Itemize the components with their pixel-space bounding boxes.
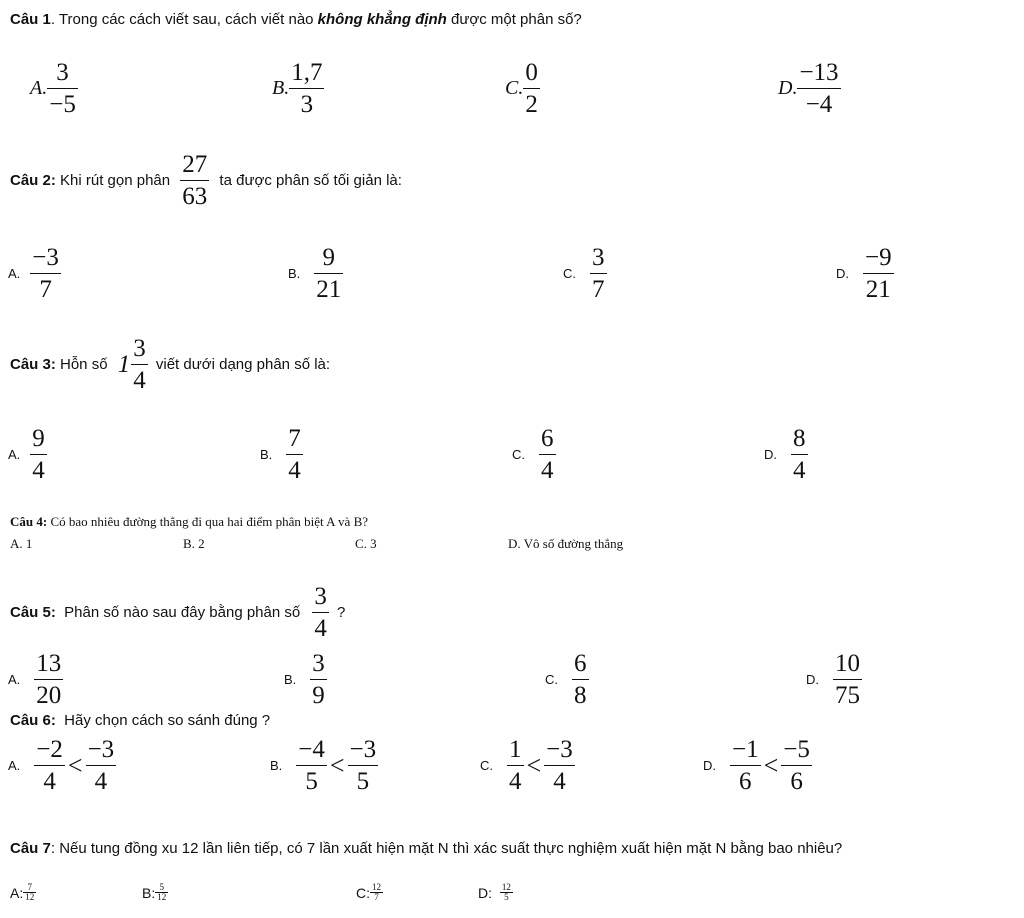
- q2-option-c[interactable]: [563, 245, 607, 302]
- q3-option-b-num: 7: [288, 425, 301, 452]
- q6-option-d-label: D.: [703, 758, 716, 773]
- q6-option-b-right-den: 5: [356, 768, 370, 795]
- q6-option-a-left-num: −2: [36, 736, 63, 763]
- q3-option-d-fraction: [791, 426, 808, 483]
- q1-option-b[interactable]: [272, 60, 324, 117]
- question-5-text-a: Phân số nào sau đây bằng phân số: [55, 604, 305, 621]
- question-5: [10, 584, 345, 641]
- q2-option-a-num: −3: [32, 244, 59, 271]
- q6-option-d-left-fraction: [730, 737, 761, 794]
- q3-option-d[interactable]: [764, 426, 808, 483]
- question-2-frac-den: 63: [182, 183, 208, 210]
- q7-option-c-label: C:: [356, 884, 370, 901]
- question-3-prefix: Câu 3:: [10, 356, 56, 373]
- q1-option-d-fraction: [797, 60, 840, 117]
- question-5-text-b: ?: [332, 604, 346, 621]
- q2-option-c-den: 7: [592, 276, 605, 303]
- q1-option-a[interactable]: [30, 60, 78, 117]
- q4-option-d[interactable]: D. Vô số đường thẳng: [508, 536, 624, 551]
- q5-option-b-num: 3: [312, 650, 325, 677]
- q1-option-c-num: 0: [525, 59, 538, 86]
- question-5-fraction: [312, 584, 329, 641]
- q6-option-a-left-den: 4: [43, 768, 56, 795]
- q7-option-c-num: 12: [372, 882, 381, 892]
- q1-option-c[interactable]: [505, 60, 540, 117]
- q7-option-a-den: 12: [25, 892, 35, 902]
- q3-option-d-label: D.: [764, 447, 777, 462]
- q1-option-c-fraction: [523, 60, 540, 117]
- q7-option-a-num: 7: [27, 882, 32, 892]
- q7-option-c-den: 7: [374, 892, 379, 902]
- q7-option-c-fraction: [370, 883, 383, 902]
- question-3-mixed-number: [118, 336, 148, 393]
- q2-option-b-den: 21: [316, 276, 342, 303]
- question-2-text-b: ta được phân số tối giản là:: [215, 172, 402, 189]
- q7-option-b-label: B:: [142, 884, 156, 901]
- question-7-prefix: Câu 7: [10, 840, 51, 857]
- q6-option-c-right-num: −3: [546, 736, 573, 763]
- q5-option-b-den: 9: [312, 682, 325, 709]
- q5-option-b-fraction: [310, 651, 327, 708]
- q1-option-d-num: −13: [799, 59, 839, 86]
- q6-option-b[interactable]: [270, 737, 378, 794]
- q1-option-d[interactable]: [778, 60, 841, 117]
- q1-option-c-label: C.: [505, 77, 524, 99]
- q5-option-c[interactable]: [545, 651, 589, 708]
- q1-option-d-label: D.: [778, 77, 798, 99]
- q2-option-b-fraction: [314, 245, 343, 302]
- question-2-text-a: Khi rút gọn phân: [55, 172, 175, 189]
- q5-option-b[interactable]: [284, 651, 327, 708]
- q6-option-d-left-num: −1: [732, 736, 759, 763]
- question-3-mixed-den: 4: [133, 367, 146, 394]
- q2-option-a-fraction: [30, 245, 61, 302]
- q2-option-d-fraction: [863, 245, 894, 302]
- q5-option-a-den: 20: [36, 682, 62, 709]
- q6-option-d-right-den: 6: [790, 768, 803, 795]
- q6-option-b-left-den: 5: [305, 768, 318, 795]
- q1-option-b-fraction: [289, 60, 324, 117]
- q3-option-d-den: 4: [793, 457, 806, 484]
- q6-option-d-right-num: −5: [783, 736, 810, 763]
- q5-option-c-num: 6: [574, 650, 587, 677]
- question-2-frac-num: 27: [182, 151, 208, 178]
- q7-option-d-den: 5: [504, 892, 509, 902]
- q7-option-a[interactable]: [10, 883, 36, 902]
- q2-option-a[interactable]: [8, 245, 61, 302]
- q7-option-a-label: A:: [10, 884, 24, 901]
- q1-option-a-fraction: [47, 60, 78, 117]
- q1-option-b-den: 3: [300, 91, 314, 118]
- q5-option-d[interactable]: [806, 651, 862, 708]
- q7-option-b-fraction: [155, 883, 168, 902]
- question-1-emphasis: không khẳng định: [317, 11, 447, 28]
- q6-option-c-right-den: 4: [553, 768, 566, 795]
- q7-option-d-fraction: [500, 883, 513, 902]
- question-3-text-a: Hỗn số: [55, 356, 112, 373]
- q6-option-b-right-num: −3: [349, 736, 377, 763]
- question-6: [10, 712, 270, 729]
- q7-option-d[interactable]: [478, 883, 513, 902]
- q6-option-a-left-fraction: [34, 737, 65, 794]
- q6-option-b-right-fraction: [348, 737, 379, 794]
- q5-option-a-num: 13: [36, 650, 62, 677]
- question-5-frac-den: 4: [314, 615, 327, 642]
- q6-option-d-less-than: <: [763, 750, 779, 780]
- q6-option-b-less-than: <: [329, 750, 345, 780]
- q2-option-d-num: −9: [865, 244, 892, 271]
- question-2: [10, 152, 402, 209]
- q6-option-b-left-num: −4: [298, 736, 325, 763]
- q6-option-c-left-num: 1: [509, 736, 522, 763]
- q6-option-a-right-den: 4: [94, 768, 108, 795]
- q7-option-a-fraction: [23, 883, 36, 902]
- q3-option-b-den: 4: [288, 457, 301, 484]
- q3-option-a-den: 4: [32, 457, 45, 484]
- q2-option-b[interactable]: [288, 245, 343, 302]
- question-7-text: : Nếu tung đồng xu 12 lần liên tiếp, có 7 lần xuất hiện mặt N thì xác suất thực nghiệm xuất hiện mặt N bằng bao nhiêu?: [50, 840, 843, 857]
- q6-option-d[interactable]: [703, 737, 812, 794]
- q5-option-d-label: D.: [806, 672, 819, 687]
- question-1-prefix: Câu 1: [10, 11, 51, 28]
- question-5-prefix: Câu 5:: [10, 604, 56, 621]
- question-1-text-b: được một phân số?: [446, 11, 582, 28]
- q5-option-d-num: 10: [835, 650, 860, 677]
- q5-option-c-label: C.: [545, 672, 558, 687]
- q3-option-a-fraction: [30, 426, 47, 483]
- q6-option-d-left-den: 6: [739, 768, 752, 795]
- q3-option-c-den: 4: [541, 457, 554, 484]
- q3-option-c[interactable]: [512, 426, 556, 483]
- q3-option-c-label: C.: [512, 447, 525, 462]
- q5-option-a-label: A.: [8, 672, 21, 687]
- q7-option-c[interactable]: [356, 883, 383, 902]
- question-2-prefix: Câu 2:: [10, 172, 56, 189]
- question-2-fraction: [180, 152, 209, 209]
- q6-option-a-label: A.: [8, 758, 21, 773]
- q1-option-a-label: A.: [30, 77, 48, 99]
- q3-option-b-fraction: [286, 426, 303, 483]
- q1-option-d-den: −4: [805, 91, 833, 118]
- q7-option-d-num: 12: [501, 882, 511, 892]
- q6-option-a-less-than: <: [67, 750, 83, 780]
- q4-option-c[interactable]: C. 3: [355, 536, 377, 551]
- q2-option-b-label: B.: [288, 266, 301, 281]
- question-4-prefix: Câu 4:: [10, 514, 48, 529]
- q2-option-a-den: 7: [39, 276, 52, 303]
- q1-option-c-den: 2: [525, 91, 538, 118]
- q6-option-a-right-num: −3: [87, 736, 115, 763]
- q6-option-a-right-fraction: [86, 737, 117, 794]
- q6-option-b-label: B.: [270, 758, 283, 773]
- q2-option-d-label: D.: [836, 266, 849, 281]
- q1-option-b-num: 1,7: [291, 59, 323, 86]
- q7-option-b-den: 12: [157, 892, 167, 902]
- q1-option-a-num: 3: [56, 59, 69, 86]
- question-1: [10, 11, 582, 28]
- q5-option-c-fraction: [572, 651, 589, 708]
- q2-option-b-num: 9: [322, 244, 336, 271]
- question-3-mixed-num: 3: [133, 335, 146, 362]
- q3-option-a-num: 9: [32, 425, 45, 452]
- q5-option-d-den: 75: [835, 682, 860, 709]
- question-1-text-a: . Trong các cách viết sau, cách viết nào: [50, 11, 318, 28]
- q7-option-b[interactable]: [142, 883, 168, 902]
- question-3: [10, 336, 330, 393]
- q4-option-b[interactable]: B. 2: [183, 536, 205, 551]
- q3-option-c-num: 6: [541, 425, 554, 452]
- q5-option-a[interactable]: [8, 651, 63, 708]
- q3-option-b-label: B.: [260, 447, 273, 462]
- question-4: [10, 514, 368, 530]
- q2-option-c-num: 3: [592, 244, 605, 271]
- q5-option-c-den: 8: [574, 682, 587, 709]
- question-6-text: Hãy chọn cách so sánh đúng ?: [55, 712, 271, 729]
- question-4-text: Có bao nhiêu đường thẳng đi qua hai điểm phân biệt A và B?: [47, 514, 369, 529]
- question-3-text-b: viết dưới dạng phân số là:: [151, 356, 331, 373]
- q3-option-a-label: A.: [8, 447, 21, 462]
- q1-option-b-label: B.: [272, 77, 290, 99]
- q6-option-b-left-fraction: [296, 737, 327, 794]
- q3-option-b[interactable]: [260, 426, 303, 483]
- q2-option-c-fraction: [590, 245, 607, 302]
- q7-option-d-label: D:: [478, 884, 496, 901]
- q6-option-c-right-fraction: [544, 737, 575, 794]
- q1-option-a-den: −5: [49, 91, 76, 118]
- q2-option-a-label: A.: [8, 266, 21, 281]
- q5-option-a-fraction: [34, 651, 63, 708]
- q6-option-a[interactable]: [8, 737, 116, 794]
- q6-option-c-label: C.: [480, 758, 493, 773]
- q7-option-b-num: 5: [159, 882, 164, 892]
- q3-option-d-num: 8: [793, 425, 806, 452]
- q6-option-c[interactable]: [480, 737, 575, 794]
- q2-option-c-label: C.: [563, 266, 576, 281]
- question-5-frac-num: 3: [314, 583, 327, 610]
- q6-option-c-left-den: 4: [509, 768, 522, 795]
- q3-option-c-fraction: [539, 426, 556, 483]
- question-7: [10, 840, 842, 857]
- q3-option-a[interactable]: [8, 426, 47, 483]
- q5-option-b-label: B.: [284, 672, 297, 687]
- q2-option-d[interactable]: [836, 245, 894, 302]
- q2-option-d-den: 21: [865, 276, 891, 303]
- question-6-prefix: Câu 6:: [10, 712, 56, 729]
- q5-option-d-fraction: [833, 651, 862, 708]
- q6-option-c-left-fraction: [507, 737, 524, 794]
- question-3-mixed-whole: 1: [117, 350, 131, 378]
- q6-option-d-right-fraction: [781, 737, 812, 794]
- q6-option-c-less-than: <: [526, 750, 542, 780]
- q4-option-a[interactable]: A. 1: [10, 536, 33, 551]
